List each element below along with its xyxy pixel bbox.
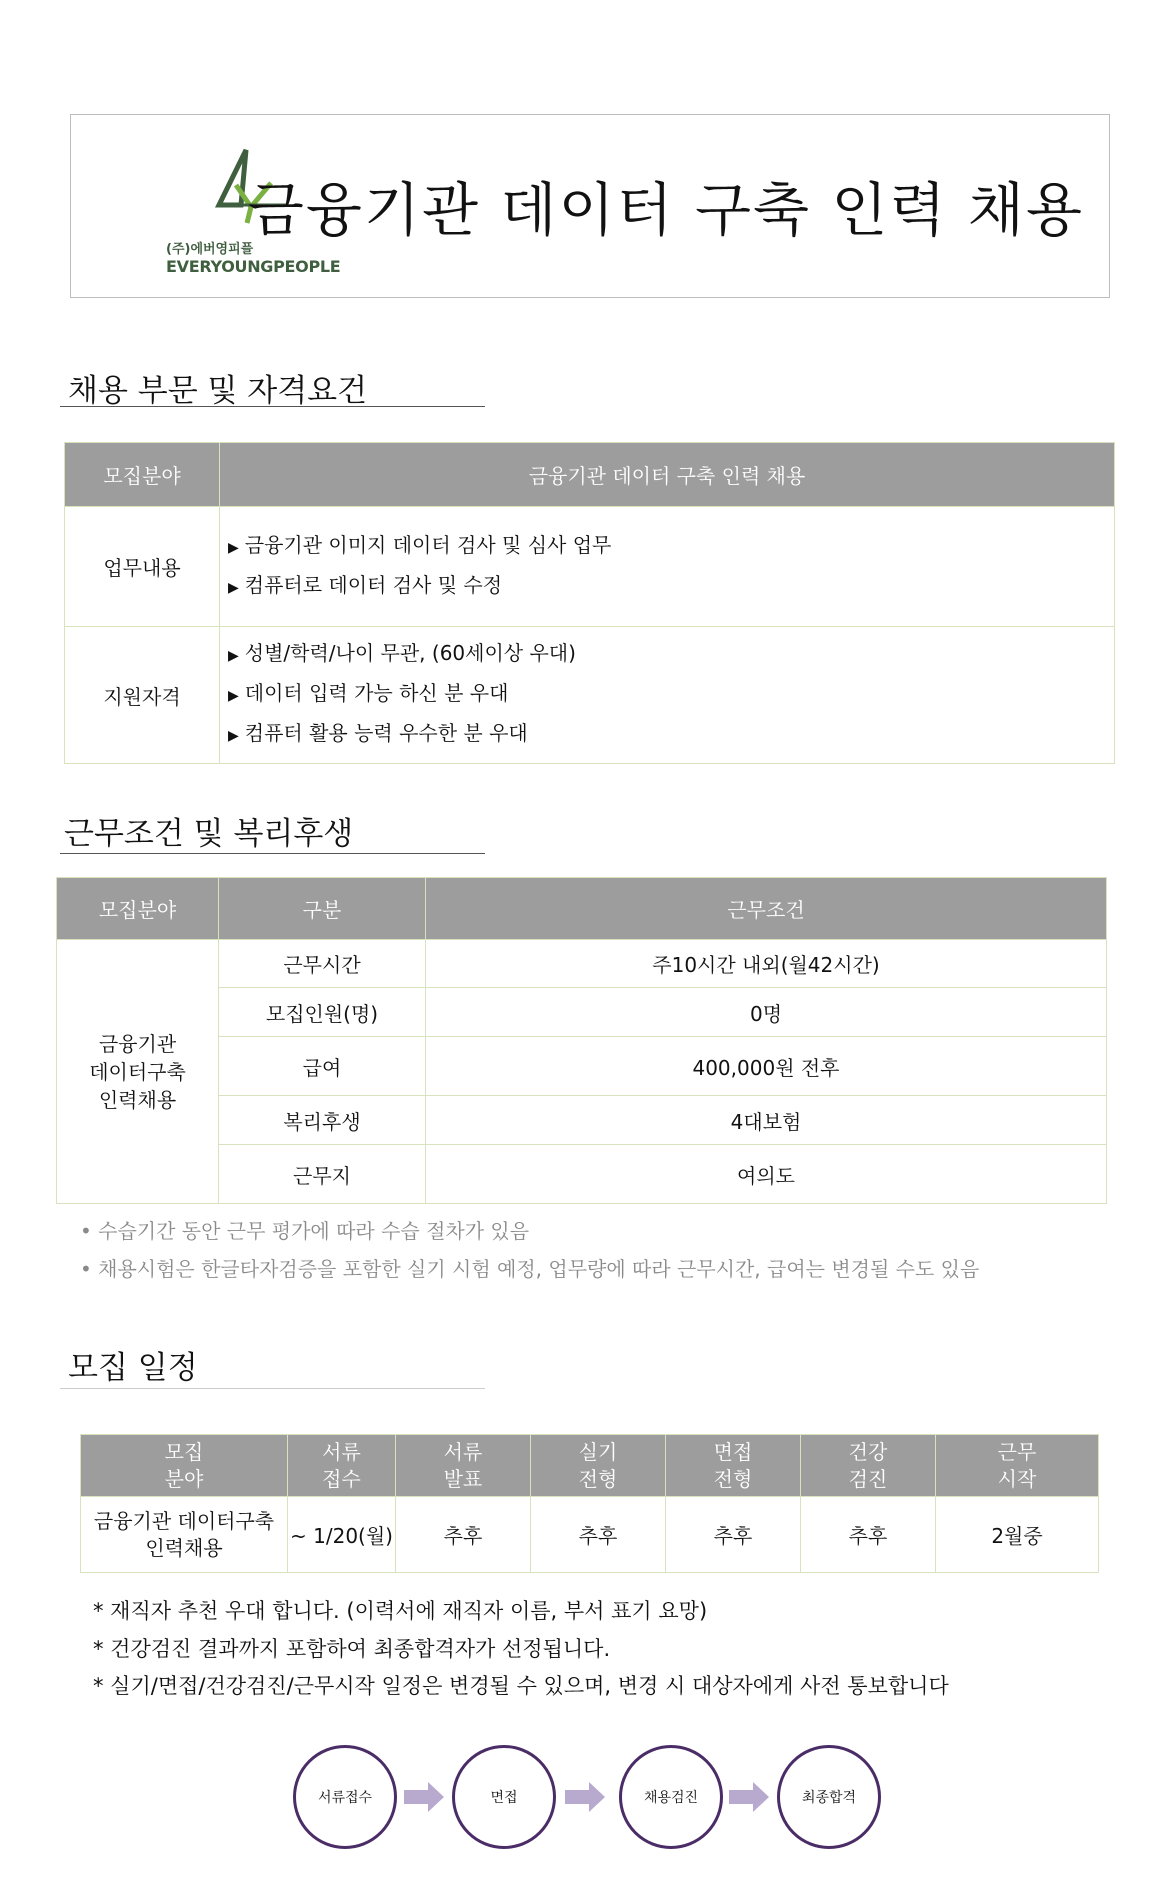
conditions-table: [56, 877, 1107, 1204]
section-divider: [60, 853, 485, 854]
arrow-right-icon: [404, 1782, 444, 1812]
logo-english-text: EVERYOUNGPEOPLE: [166, 257, 341, 276]
schedule-header: 면접 전형: [666, 1435, 801, 1497]
row-label: 급여: [219, 1037, 426, 1096]
schedule-header: 근무 시작: [936, 1435, 1099, 1497]
triangle-bullet-icon: ▶: [228, 648, 239, 664]
schedule-cell: 2월중: [936, 1497, 1099, 1573]
table-header-condition: 근무조건: [426, 878, 1107, 940]
note-line: * 재직자 추천 우대 합니다. (이력서에 재직자 이름, 부서 표기 요망): [93, 1599, 708, 1623]
list-item: ▶ 성별/학력/나이 무관, (60세이상 우대): [228, 641, 576, 665]
note-line: * 실기/면접/건강검진/근무시작 일정은 변경될 수 있으며, 변경 시 대상자에게 사전 통보합니다: [93, 1674, 949, 1698]
requirements-table: [64, 442, 1115, 764]
note-line: * 건강검진 결과까지 포함하여 최종합격자가 선정됩니다.: [93, 1637, 611, 1661]
table-row: [65, 507, 1115, 627]
schedule-header: 서류 접수: [288, 1435, 396, 1497]
row-label: 지원자격: [65, 627, 220, 764]
row-label: 업무내용: [65, 507, 220, 627]
row-label: 근무지: [219, 1145, 426, 1204]
schedule-field: 금융기관 데이터구축 인력채용: [81, 1497, 288, 1573]
schedule-cell: 추후: [666, 1497, 801, 1573]
row-value: 여의도: [426, 1145, 1107, 1204]
row-label: 근무시간: [219, 940, 426, 988]
list-item: ▶ 데이터 입력 가능 하신 분 우대: [228, 681, 509, 705]
note-line: • 채용시험은 한글타자검증을 포함한 실기 시험 예정, 업무량에 따라 근무시간, 급여는 변경될 수도 있음: [80, 1257, 980, 1281]
schedule-table: [80, 1434, 1099, 1573]
table-header-title: 금융기관 데이터 구축 인력 채용: [220, 443, 1115, 507]
process-step-final: 최종합격: [777, 1745, 881, 1849]
field-name-cell: 금융기관 데이터구축 인력채용: [57, 940, 219, 1204]
triangle-bullet-icon: ▶: [228, 539, 239, 556]
schedule-header: 실기 전형: [531, 1435, 666, 1497]
process-step-document: 서류접수: [293, 1745, 397, 1849]
row-label: 복리후생: [219, 1096, 426, 1145]
table-row: [57, 940, 1107, 988]
section-title-schedule: 모집 일정: [68, 1350, 198, 1386]
arrow-right-icon: [729, 1782, 769, 1812]
list-item: ▶ 컴퓨터 활용 능력 우수한 분 우대: [228, 721, 528, 745]
schedule-cell: 추후: [801, 1497, 936, 1573]
schedule-cell: ~ 1/20(월): [288, 1497, 396, 1573]
row-value: 400,000원 전후: [426, 1037, 1107, 1096]
note-line: • 수습기간 동안 근무 평가에 따라 수습 절차가 있음: [80, 1219, 530, 1243]
triangle-bullet-icon: ▶: [228, 579, 239, 596]
schedule-cell: 추후: [531, 1497, 666, 1573]
schedule-header: 서류 발표: [396, 1435, 531, 1497]
section-title-conditions: 근무조건 및 복리후생: [64, 816, 354, 852]
list-item: ▶ 컴퓨터로 데이터 검사 및 수정: [228, 572, 503, 597]
arrow-right-icon: [565, 1782, 605, 1812]
triangle-bullet-icon: ▶: [228, 688, 239, 704]
process-step-health-check: 채용검진: [619, 1745, 723, 1849]
section-divider: [60, 406, 485, 407]
header-box: [70, 114, 1110, 298]
page-title: 금융기관 데이터 구축 인력 채용: [247, 176, 1084, 244]
section-divider: [60, 1388, 485, 1389]
schedule-header: 모집 분야: [81, 1435, 288, 1497]
schedule-cell: 추후: [396, 1497, 531, 1573]
section-title-requirements: 채용 부문 및 자격요건: [68, 373, 368, 409]
logo-korean-text: (주)에버영피플: [166, 242, 254, 257]
process-step-interview: 면접: [452, 1745, 556, 1849]
table-row: [81, 1497, 1099, 1573]
row-value: 4대보험: [426, 1096, 1107, 1145]
triangle-bullet-icon: ▶: [228, 728, 239, 744]
list-item: ▶ 금융기관 이미지 데이터 검사 및 심사 업무: [228, 532, 612, 557]
table-row: [65, 627, 1115, 764]
row-value: 0명: [426, 988, 1107, 1037]
table-header-category: 구분: [219, 878, 426, 940]
row-label: 모집인원(명): [219, 988, 426, 1037]
row-value: 주10시간 내외(월42시간): [426, 940, 1107, 988]
schedule-header: 건강 검진: [801, 1435, 936, 1497]
table-header-field: 모집분야: [57, 878, 219, 940]
table-header-field: 모집분야: [65, 443, 220, 507]
